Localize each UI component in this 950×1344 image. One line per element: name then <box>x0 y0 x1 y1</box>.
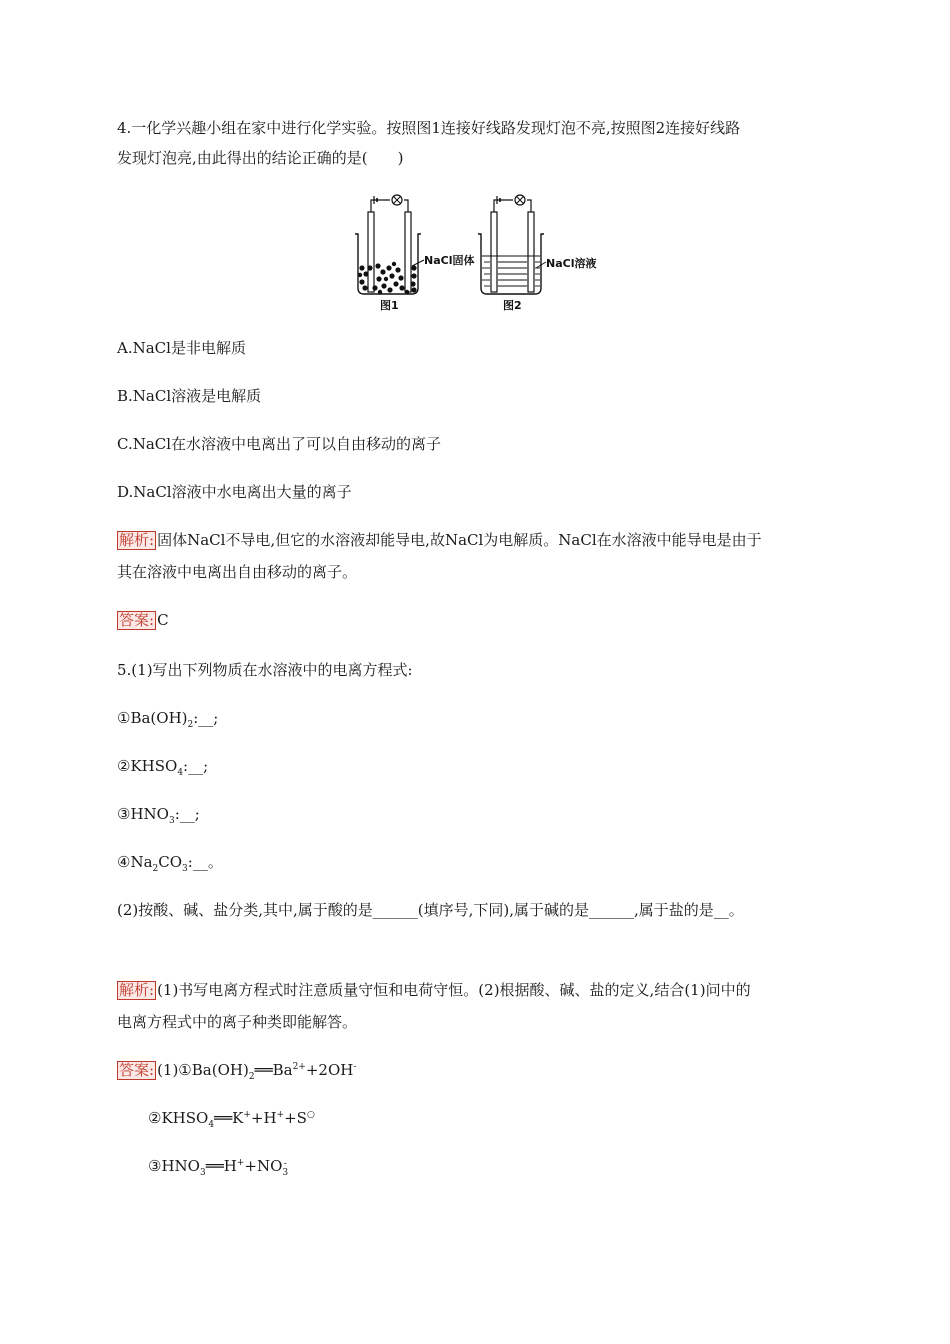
q4-option-a: A.NaCl是非电解质 <box>117 339 246 357</box>
q5-item2: $②KHSO_4:\_\_$; <box>117 757 209 778</box>
q4-answer <box>117 610 169 630</box>
q4-stem-line2: 发现灯泡亮,由此得出的结论正确的是( ) <box>117 149 404 167</box>
analysis-tag: 解析: <box>119 531 155 549</box>
analysis-tag: 解析: <box>119 981 155 999</box>
q4-analysis-line2: 其在溶液中电离出自由移动的离子。 <box>117 563 358 581</box>
analysis-text: (1)书写电离方程式时注意质量守恒和电荷守恒。(2)根据酸、碱、盐的定义,结合(1)问中的 <box>157 981 751 999</box>
caption-figure1: 图1 <box>380 299 399 312</box>
figure1-apparatus <box>355 195 424 294</box>
q4-option-b: B.NaCl溶液是电解质 <box>117 387 262 405</box>
q5-answer-1: 答案: $(1)①Ba(OH)_2══Ba^{2+}+2OH^-$ <box>119 1061 357 1082</box>
answer-tag: 答案: <box>119 1061 155 1079</box>
q5-analysis-line2: 电离方程式中的离子种类即能解答。 <box>117 1013 358 1031</box>
q5-answer-2: $②KHSO_4══K^++H^++S^○$ <box>148 1109 315 1130</box>
answer-tag: 答案: <box>119 611 155 629</box>
q5-item3: $③HNO_3:\_\_$; <box>117 805 200 826</box>
q5-stem: 5.(1)写出下列物质在水溶液中的电离方程式: <box>117 661 413 679</box>
q4-stem-line1: 4.一化学兴趣小组在家中进行化学实验。按照图1连接好线路发现灯泡不亮,按照图2连接好线路 <box>117 119 741 137</box>
q5-answer-3: $③HNO_3══H^++NO$ - 3 <box>148 1157 289 1178</box>
q4-option-d: D.NaCl溶液中水电离出大量的离子 <box>117 483 352 501</box>
q5-item4: $④Na_2CO_3:\_\_$。 <box>117 853 223 874</box>
q4-option-c: C.NaCl在水溶液中电离出了可以自由移动的离子 <box>117 435 442 453</box>
circuit-diagram <box>350 188 600 316</box>
q4-analysis <box>117 530 762 550</box>
caption-figure2: 图2 <box>503 299 522 312</box>
q4-circuit-figure <box>350 188 600 316</box>
label-nacl-solid: NaCl固体 <box>424 254 475 267</box>
figure2-apparatus <box>478 195 546 294</box>
answer-value: C <box>157 611 169 629</box>
analysis-text: 固体NaCl不导电,但它的水溶液却能导电,故NaCl为电解质。NaCl在水溶液中能导电是由于 <box>157 531 762 549</box>
q5-part2: (2)按酸、碱、盐分类,其中,属于酸的是______(填序号,下同),属于碱的是______,属于盐的是__。 <box>117 901 744 919</box>
q5-item1: $①Ba(OH)_2:\_\_$; <box>117 709 219 730</box>
label-nacl-solution: NaCl溶液 <box>546 257 597 270</box>
q5-analysis <box>117 980 751 1000</box>
